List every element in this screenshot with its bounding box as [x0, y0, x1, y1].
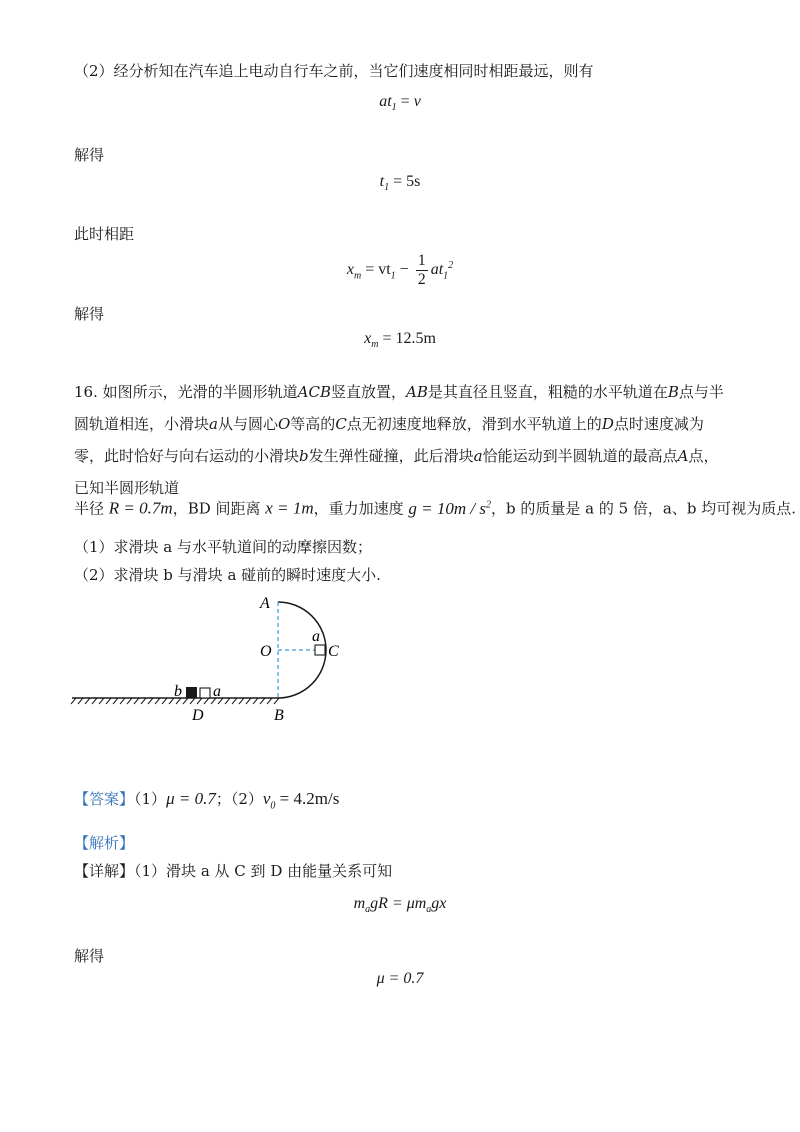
- block-a: [200, 688, 210, 698]
- fraction-half: $\frac{1}{2}$: [417, 252, 426, 288]
- solve-label-2: 解得: [74, 305, 105, 323]
- equation-2: $t_1 = 5s$: [379, 173, 421, 194]
- problem-16-text: 16. 如图所示，光滑的半圆形轨道ACB竖直放置，AB是其直径且竖直，粗糙的水平轨道在B点与半圆轨道相连，小滑块a从与圆心O等高的C点无初速度地释放，滑到水平轨道上的D点时速度减为零，此时恰好与向右运动的小滑块b发生弹性碰撞，此后滑块a恰能运动到半圆轨道的最高点A点，已知半圆形轨道: [74, 383, 724, 497]
- solve-label-1: 解得: [74, 146, 105, 164]
- equation-1: $at_1 = v$: [379, 93, 421, 114]
- label-C: C: [328, 643, 339, 660]
- detail-tag: 【详解】: [74, 862, 135, 880]
- equation-3: $x_m = vt_1$ − $\frac{1}{2}$ $at_1^2$: [346, 252, 454, 288]
- detail-line: 【详解】（1）滑块 a 从 C 到 D 由能量关系可知: [74, 862, 393, 880]
- question-1: （1）求滑块 a 与水平轨道间的动摩擦因数；: [74, 538, 373, 556]
- label-a-top: a: [312, 628, 320, 645]
- label-b: b: [174, 683, 182, 700]
- answer-tag: 【答案】: [74, 790, 135, 808]
- block-b: [186, 687, 197, 698]
- analysis-tag: 【解析】: [74, 834, 135, 852]
- label-a: a: [213, 683, 221, 700]
- g-eq: $g = 10m / s^2$: [408, 498, 491, 518]
- label-D: D: [192, 707, 204, 724]
- equation-5: $m_agR = \mu m_agx$: [353, 895, 447, 916]
- label-O: O: [260, 643, 272, 660]
- equation-4: $x_m = 12.5m$: [364, 330, 436, 351]
- answer-line: 【答案】（1）μ = 0.7；$(2)v_0 = 4.2m/s$: [74, 789, 340, 812]
- answer-2: $v_0 = 4.2m/s$: [262, 789, 340, 812]
- track-diagram: [60, 588, 360, 728]
- answer-1: μ = 0.7: [166, 789, 216, 808]
- label-A: A: [260, 595, 270, 612]
- problem-16-givens: 半径 R = 0.7m，BD 间距离 x = 1m，重力加速度 $g = 10m / s^2$，b 的质量是 a 的 5 倍，a、b 均可视为质点.: [74, 498, 796, 518]
- label-B: B: [274, 707, 284, 724]
- part2-intro: （2）经分析知在汽车追上电动自行车之前，当它们速度相同时相距最远，则有: [74, 62, 594, 80]
- question-2: （2）求滑块 b 与滑块 a 碰前的瞬时速度大小.: [74, 566, 381, 584]
- bd-eq: x = 1m: [265, 498, 314, 518]
- distance-label: 此时相距: [74, 225, 135, 243]
- radius-eq: R = 0.7m: [108, 498, 173, 518]
- equation-6: μ = 0.7: [376, 970, 424, 987]
- solve-label-3: 解得: [74, 947, 105, 965]
- block-a-at-c: [315, 645, 325, 655]
